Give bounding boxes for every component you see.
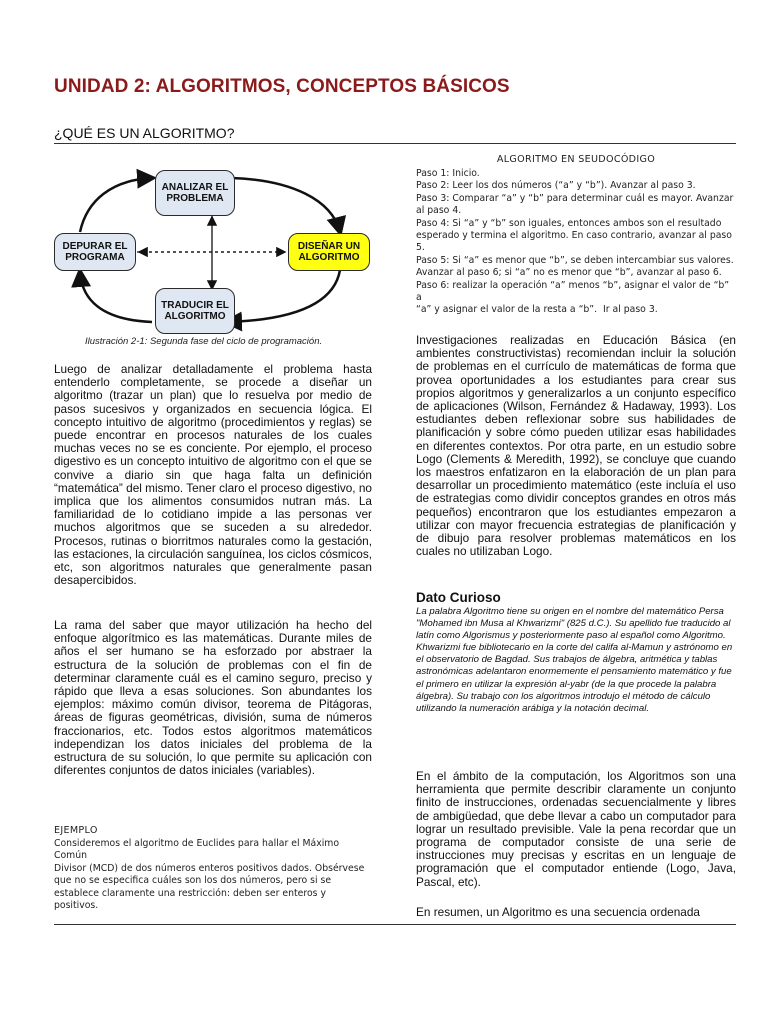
arrow-design-to-translate [227,270,340,322]
right-paragraph-1: Investigaciones realizadas en Educación Básica (en ambientes constructivistas) recomiendan incluir la solución de problemas en el currículo de matemáticas de forma que provea oportunidades a los estudiantes para crear sus propios algoritmos y generalizarlos a un conjunto específico de aplicaciones (Wilson, Fernández & Hadaway, 1993). Los estudiantes deben reflexionar sobre sus habilidades de planificación y sobre cómo pueden utilizar esas habilidades en diferentes contextos. Por otra parte, en un estudio sobre Logo (Clements & Meredith, 1992), se concluye que cuando los maestros enfatizaron en la elaboración de un plan para desarrollar un procedimiento matemático (este incluía el uso de estrategias como dividir conceptos grandes en otros más pequeños) encontraron que los estudiantes empezaron a utilizar con mayor frecuencia estrategias de planificación y de dibujo para resolver problemas matemáticos en los cuales no utilizaban Logo. [416,333,736,559]
pseudocode-line: Paso 3: Comparar “a” y “b” para determinar cuál es mayor. Avanzar [416,192,734,204]
pseudocode-block [416,168,736,317]
example-line: Consideremos el algoritmo de Euclides para hallar el Máximo Común [54,838,340,862]
pseudocode-line: “a” y asignar el valor de la resta a “b”. Ir al paso 3. [416,304,658,316]
pseudocode-line: esperado y termina el algoritmo. En caso contrario, avanzar al paso [416,230,732,242]
page-title: UNIDAD 2: ALGORITMOS, CONCEPTOS BÁSICOS [54,76,510,97]
example-line: que no se especifica cuáles son los dos números, pero si se [54,875,332,887]
box-translate-algorithm: TRADUCIR EL ALGORITMO [155,288,235,334]
pseudocode-line: 5. [416,242,425,254]
pseudocode-line: Paso 1: Inicio. [416,168,480,179]
example-heading: EJEMPLO [54,825,98,836]
figure-caption: Ilustración 2-1: Segunda fase del ciclo de programación. [85,336,323,347]
example-line: Divisor (MCD) de dos números enteros positivos dados. Obsérvese [54,862,365,874]
arrow-debug-to-analyze [80,178,152,232]
curious-fact-body: La palabra Algoritmo tiene su origen en el nombre del matemático Persa "Mohamed ibn Musa al Khwarizmi" (825 d.C.). Su apellido fue traducido al latín como Algorismus y posteriormente paso al español como Algoritmo. Khwarizmi fue bibliotecario en la corte del califa al-Mamun y astrónomo en el observatorio de Bagdad. Sus trabajos de álgebra, aritmética y tablas astronómicas adelantaron enormemente el pensamiento matemático y fue el primero en utilizar la expresión al-yabr (de la que procede la palabra álgebra). Su trabajo con los algoritmos introdujo el método de cálculo utilizando la numeración arábiga y la notación decimal. [416,606,733,714]
right-paragraph-3: En resumen, un Algoritmo es una secuencia ordenada [416,905,700,919]
bottom-divider [54,924,736,925]
example-line: establece claramente una restricción: deben ser enteros y positivos. [54,887,326,912]
pseudocode-line: Paso 4: Si “a” y “b” son iguales, entonces ambos son el resultado [416,217,722,229]
pseudocode-line: Paso 5: Si “a” es menor que “b”, se deben intercambiar sus valores. [416,254,734,266]
pseudocode-line: Paso 6: realizar la operación “a” menos “b”, asignar el valor de “b” a [416,279,733,304]
pseudocode-heading: ALGORITMO EN SEUDOCÓDIGO [496,154,656,165]
box-debug-program: DEPURAR EL PROGRAMA [54,233,136,271]
arrow-translate-to-debug [80,272,152,322]
right-paragraph-2: En el ámbito de la computación, los Algoritmos son una herramienta que permite describir claramente un conjunto finito de instrucciones, ordenadas secuencialmente y libres de ambigüedad, que debe llevar a cabo un computador para lograr un resultado previsible. Vale la pena recordar que un programa de computador consiste de una serie de instrucciones muy precisas y escritas en un lenguaje de programación que el computador entiende (Logo, Java, Pascal, etc). [416,769,736,889]
pseudocode-line: Avanzar al paso 6; si “a” no es menor que “b”, avanzar al paso 6. [416,267,722,279]
top-divider [54,143,736,144]
arrow-analyze-to-design [232,178,340,232]
left-paragraph-1: Luego de analizar detalladamente el problema hasta entenderlo completamente, se procede a diseñar un algoritmo (trazar un plan) que lo resuelva por medio de pasos sucesivos y organizados en secuencia lógica. El concepto intuitivo de algoritmo (procedimientos y reglas) se puede encontrar en procesos naturales de los cuales muchas veces no se es conciente. Por ejemplo, el proceso digestivo es un concepto intuitivo de algoritmo con el que se convive a diario sin que haga falta un definición “matemática” del mismo. Tener claro el proceso digestivo, no implica que los alimentos consumidos nutran más. La familiaridad de lo cotidiano impide a las personas ver muchos algoritmos que se suceden a su alrededor. Procesos, rutinas o biorritmos naturales como la gestación, las estaciones, la circulación sanguínea, los ciclos cósmicos, etc, son algoritmos naturales que generalmente pasan desapercibidos. [54,362,373,588]
section-heading: ¿QUÉ ES UN ALGORITMO? [54,125,235,141]
programming-cycle-diagram [52,160,372,340]
left-paragraph-2: La rama del saber que mayor utilización ha hecho del enfoque algorítmico es las matemáticas. Durante miles de años el ser humano se ha esforzado por abstraer la estructura de la solución de problemas con el fin de determinar claramente cuál es el camino seguro, preciso y rápido que lleva a esas soluciones. Son abundantes los ejemplos: máximo común divisor, teorema de Pitágoras, áreas de figuras geométricas, división, suma de números fraccionarios, etc. Todos estos algoritmos matemáticos independizan los datos iniciales del problema de la estructura de su solución, lo que permite su aplicación con diferentes conjuntos de datos iniciales (variables). [54,618,372,778]
curious-fact-heading: Dato Curioso [416,590,501,605]
pseudocode-line: al paso 4. [416,205,462,217]
box-analyze-problem: ANALIZAR EL PROBLEMA [155,170,235,216]
example-text [54,838,372,912]
pseudocode-line: Paso 2: Leer los dos números (“a” y “b”). Avanzar al paso 3. [416,180,696,192]
box-design-algorithm: DISEÑAR UN ALGORITMO [288,233,370,271]
